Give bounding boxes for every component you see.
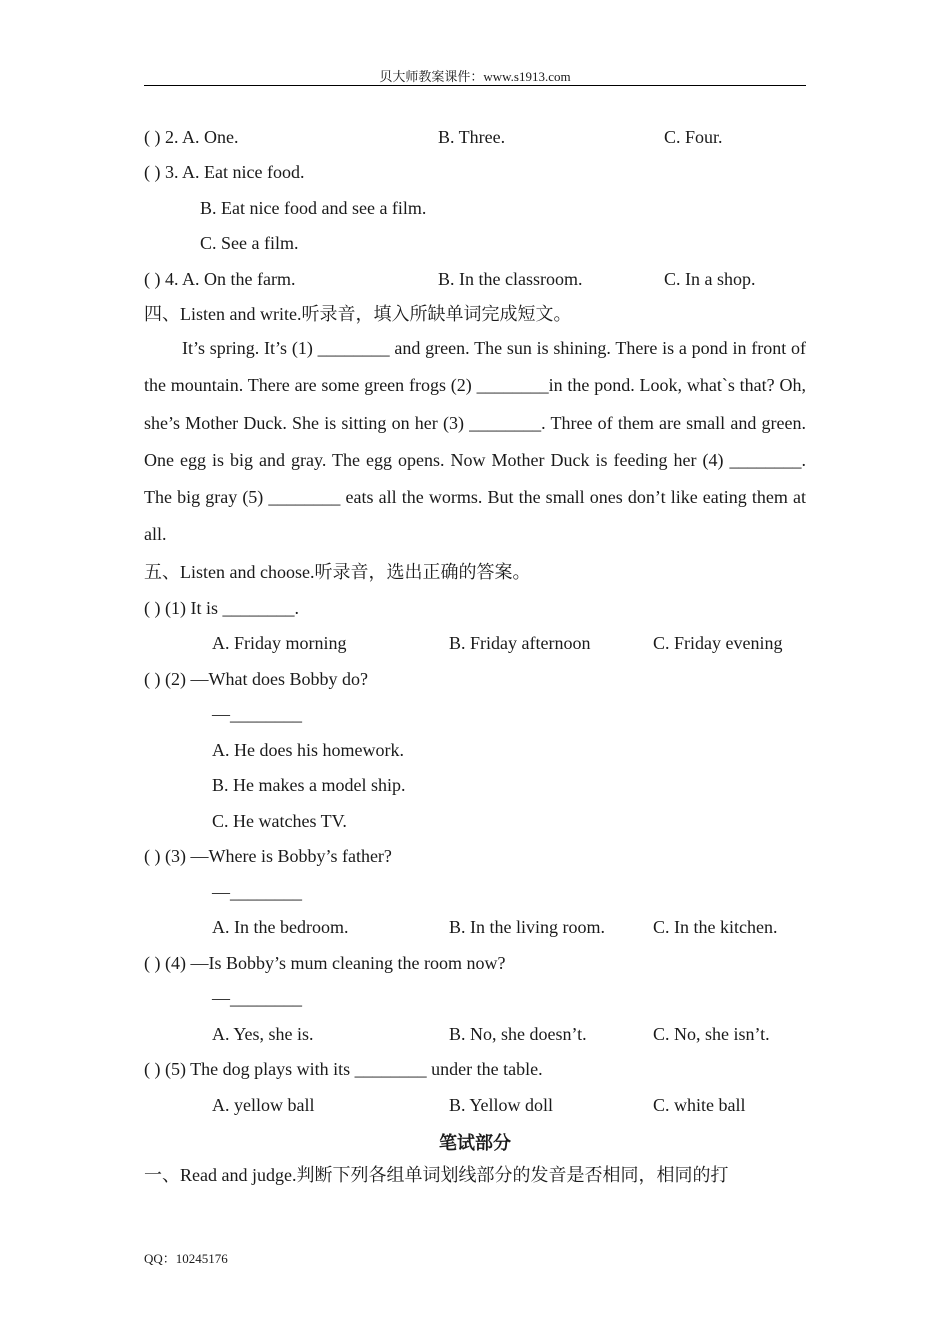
section4-title: 四、Listen and write.听录音，填入所缺单词完成短文。 — [144, 304, 572, 324]
s5-q4-option-b: B. No, she doesn’t. — [449, 1024, 587, 1044]
s5-q1-option-c: C. Friday evening — [653, 633, 783, 653]
s5-q5-stem: ( ) (5) The dog plays with its ________ under the table. — [144, 1059, 543, 1079]
q3-option-b: B. Eat nice food and see a film. — [200, 198, 427, 218]
s5-q1-option-b: B. Friday afternoon — [449, 633, 591, 653]
q3-option-c: C. See a film. — [200, 233, 299, 253]
s5-q2-stem: ( ) (2) —What does Bobby do? — [144, 669, 368, 689]
q4-label: ( ) 4. A. On the farm. — [144, 269, 296, 289]
written-section1-title: 一、Read and judge.判断下列各组单词划线部分的发音是否相同，相同的打 — [144, 1165, 729, 1185]
s5-q4-answer-blank: —________ — [212, 988, 302, 1008]
section5-title: 五、Listen and choose.听录音，选出正确的答案。 — [144, 562, 531, 582]
header-rule — [144, 85, 806, 86]
s5-q1-option-a: A. Friday morning — [212, 633, 347, 653]
page-footer: QQ：10245176 — [144, 1251, 228, 1266]
q3-label: ( ) 3. A. Eat nice food. — [144, 162, 305, 182]
s5-q4-option-a: A. Yes, she is. — [212, 1024, 314, 1044]
s5-q3-answer-blank: —________ — [212, 882, 302, 902]
s5-q2-option-c: C. He watches TV. — [212, 811, 347, 831]
s5-q1-stem: ( ) (1) It is ________. — [144, 598, 299, 618]
s5-q2-option-b: B. He makes a model ship. — [212, 775, 406, 795]
s5-q4-option-c: C. No, she isn’t. — [653, 1024, 770, 1044]
s5-q4-stem: ( ) (4) —Is Bobby’s mum cleaning the room now? — [144, 953, 506, 973]
s5-q2-option-a: A. He does his homework. — [212, 740, 404, 760]
s5-q5-option-c: C. white ball — [653, 1095, 746, 1115]
s5-q2-answer-blank: —________ — [212, 704, 302, 724]
q4-option-c: C. In a shop. — [664, 269, 756, 289]
q2-label: ( ) 2. A. One. — [144, 127, 239, 147]
s5-q3-option-a: A. In the bedroom. — [212, 917, 349, 937]
q2-option-b: B. Three. — [438, 127, 506, 147]
section4-passage: It’s spring. It’s (1) ________ and green. The sun is shining. There is a pond in front of the mountain. There are some green frogs (2) ________in the pond. Look, what`s that? Oh, she’s Mother Duck. She is sitting on her (3) ________. Three of them are small and green. One egg is big and gray. The egg opens. Now Mother Duck is feeding her (4) ________. The big gray (5) ________ eats all the worms. But the small ones don’t like eating them at all. — [144, 338, 806, 545]
page-header: 贝大师教案课件：www.s1913.com — [379, 69, 571, 84]
s5-q3-option-b: B. In the living room. — [449, 917, 605, 937]
s5-q5-option-a: A. yellow ball — [212, 1095, 315, 1115]
q4-option-b: B. In the classroom. — [438, 269, 583, 289]
s5-q3-stem: ( ) (3) —Where is Bobby’s father? — [144, 846, 392, 866]
s5-q5-option-b: B. Yellow doll — [449, 1095, 554, 1115]
s5-q3-option-c: C. In the kitchen. — [653, 917, 778, 937]
written-part-heading: 笔试部分 — [439, 1133, 511, 1153]
q2-option-c: C. Four. — [664, 127, 723, 147]
